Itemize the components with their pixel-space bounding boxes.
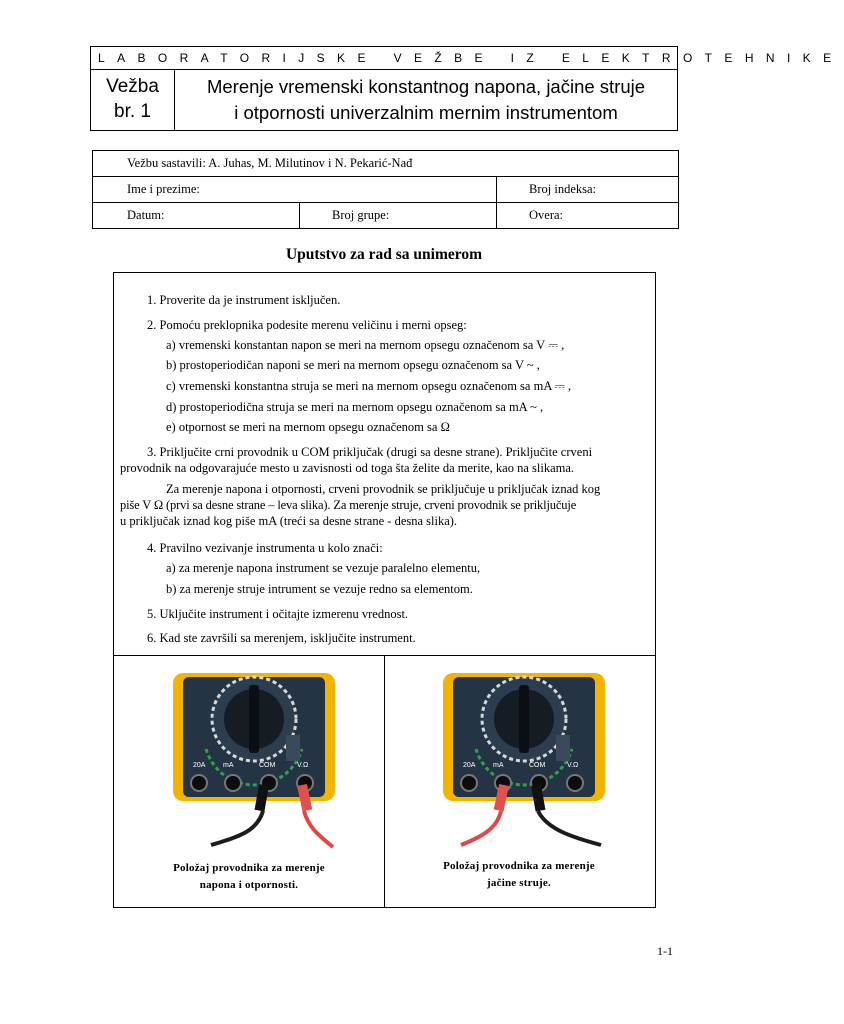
instruction-2a: a) vremenski konstantan napon se meri na mernom opsegu označenom sa V ⎓ , <box>166 338 565 352</box>
left-caption-line1: Položaj provodnika za merenje <box>173 862 325 874</box>
authors-line: Vežbu sastavili: A. Juhas, M. Milutinov i N. Pekarić-Nađ <box>127 156 413 170</box>
index-field-label: Broj indeksa: <box>529 182 597 196</box>
jack-label-20a: 20A <box>193 762 206 769</box>
instruction-4b: b) za merenje struje intrument se vezuje redno sa elementom. <box>166 582 473 596</box>
instruction-3d: piše V Ω (prvi sa desne strane – leva slika). Za merenje struje, crveni provodnik se priključuje <box>120 498 577 512</box>
overa-field-label: Overa: <box>529 208 564 222</box>
exercise-number <box>91 70 175 130</box>
right-figure-caption <box>404 858 634 892</box>
instruction-2c: c) vremenski konstantna struja se meri na mernom opsegu označenom sa mA ⎓ , <box>166 379 572 393</box>
jack-label-20a: 20A <box>463 762 476 769</box>
page-number: 1-1 <box>657 944 673 958</box>
multimeter-current-image <box>441 671 607 851</box>
name-field-label: Ime i prezime: <box>127 182 200 196</box>
jack-label-ma: mA <box>493 762 504 769</box>
right-caption-line2: jačine struje. <box>487 877 551 889</box>
lab-header <box>90 46 844 131</box>
date-field-label: Datum: <box>127 208 165 222</box>
group-field-label: Broj grupe: <box>332 208 390 222</box>
instruction-5: 5. Uključite instrument i očitajte izmerenu vrednost. <box>147 607 409 621</box>
right-caption-line1: Položaj provodnika za merenje <box>443 860 595 872</box>
jack-label-vohm: V.Ω <box>567 762 579 769</box>
instruction-3c: Za merenje napona i otpornosti, crveni provodnik se priključuje u priključak iznad kog <box>166 482 601 496</box>
exercise-title-line2: i otpornosti univerzalnim mernim instrumentom <box>234 102 618 123</box>
course-title: LABORATORIJSKE VEŽBE IZ ELEKTROTEHNIKE <box>91 47 677 70</box>
student-info-table <box>92 150 679 229</box>
exercise-number-line2: br. 1 <box>114 101 151 122</box>
instruction-6: 6. Kad ste završili sa merenjem, isključite instrument. <box>147 631 416 645</box>
instruction-2: 2. Pomoću preklopnika podesite merenu veličinu i merni opseg: <box>147 318 467 332</box>
instruction-3a: 3. Priključite crni provodnik u COM priključak (drugi sa desne strane). Priključite crveni <box>147 445 593 459</box>
jack-label-com: COM <box>259 762 276 769</box>
instruction-2b: b) prostoperiodičan naponi se meri na mernom opsegu označenom sa V ~ , <box>166 358 540 372</box>
left-caption-line2: napona i otpornosti. <box>199 879 299 891</box>
jack-label-ma: mA <box>223 762 234 769</box>
instructions-box <box>113 272 656 908</box>
jack-label-vohm: V.Ω <box>297 762 309 769</box>
instruction-3b: provodnik na odgovarajuće mesto u zavisnosti od toga šta želite da merite, kao na slikama. <box>120 461 575 475</box>
instruction-2d: d) prostoperiodična struja se meri na mernom opsegu označenom sa mA ~ , <box>166 400 544 414</box>
exercise-number-line1: Vežba <box>106 76 159 97</box>
instruction-1: 1. Proverite da je instrument isključen. <box>147 293 341 307</box>
jack-label-com: COM <box>529 762 546 769</box>
section-title: Uputstvo za rad sa unimerom <box>285 246 483 263</box>
exercise-title-line1: Merenje vremenski konstantnog napona, jačine struje <box>206 76 646 97</box>
instruction-4a: a) za merenje napona instrument se vezuje paralelno elementu, <box>166 561 481 575</box>
instruction-3e: u priključak iznad kog piše mA (treći sa desne strane - desna slika). <box>120 514 458 528</box>
left-figure-caption <box>134 860 364 894</box>
instruction-4: 4. Pravilno vezivanje instrumenta u kolo znači: <box>147 541 383 555</box>
exercise-title <box>175 70 677 130</box>
multimeter-voltage-image <box>171 671 337 851</box>
instruction-2e: e) otpornost se meri na mernom opsegu označenom sa Ω <box>166 420 450 434</box>
